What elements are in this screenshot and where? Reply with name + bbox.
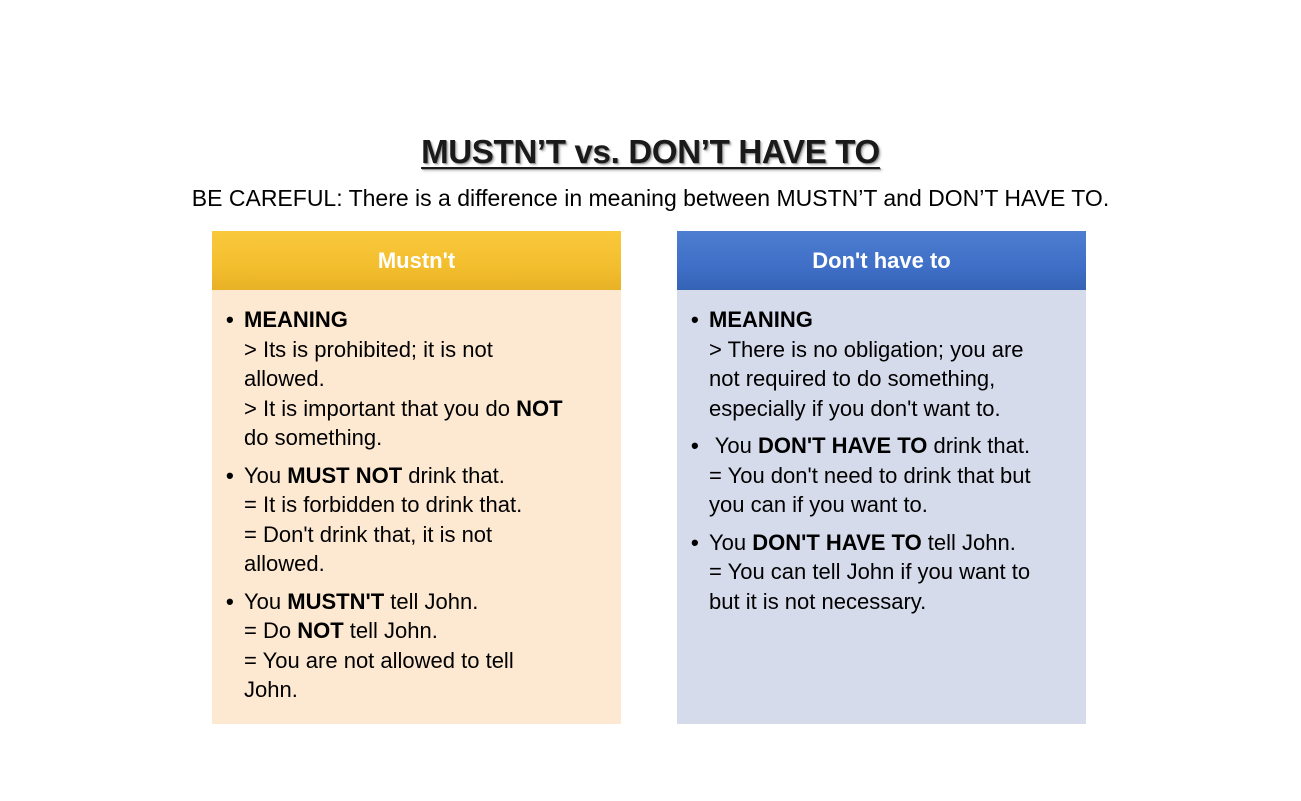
bullet-line xyxy=(244,646,605,676)
bullet-line xyxy=(244,423,605,453)
text: you can if you want to. xyxy=(709,492,928,517)
bullet-dot-icon: • xyxy=(691,529,699,555)
page-title: MUSTN’T vs. DON’T HAVE TO xyxy=(421,133,880,170)
bullet-dot-icon: • xyxy=(691,433,699,458)
text: > There is no obligation; you are xyxy=(709,336,1024,362)
bullet-line xyxy=(244,394,605,424)
text: = Do xyxy=(244,618,298,643)
bullet-item xyxy=(691,305,1070,423)
bullet-item xyxy=(691,431,1070,520)
text: drink that. xyxy=(402,462,505,488)
bullet-line xyxy=(244,616,605,646)
page-subtitle: BE CAREFUL: There is a difference in meaning between MUSTN’T and DON’T HAVE TO. xyxy=(191,185,1110,211)
bullet-line xyxy=(709,490,1070,520)
text: drink that. xyxy=(927,433,1031,458)
bold-text: NOT xyxy=(516,395,563,421)
bullet-dot-icon: • xyxy=(226,588,234,614)
text: = You are not allowed to tell xyxy=(244,647,514,673)
bullet-line xyxy=(244,364,605,394)
text: John. xyxy=(244,677,298,702)
text: = You can tell John if you want to xyxy=(709,559,1031,584)
bullet-line xyxy=(709,557,1070,587)
bullet-item xyxy=(226,587,605,705)
bullet-line xyxy=(709,587,1070,617)
bullet-line xyxy=(244,490,605,520)
dont-have-to-card xyxy=(677,231,1086,724)
bullet-line xyxy=(709,461,1070,491)
text: = You don't need to drink that but xyxy=(709,462,1031,488)
bullet-line xyxy=(244,305,605,335)
bold-text: NOT xyxy=(297,618,344,643)
bullet-dot-icon: • xyxy=(226,307,234,332)
bullet-line xyxy=(709,305,1070,335)
text: You xyxy=(244,462,288,488)
text: = Don't drink that, it is not xyxy=(244,521,493,547)
text: allowed. xyxy=(244,366,325,391)
bullet-line xyxy=(244,461,605,491)
text: > It is important that you do xyxy=(244,395,517,421)
text: but it is not necessary. xyxy=(709,588,927,614)
dont-have-to-card-body xyxy=(677,290,1086,616)
bullet-line xyxy=(244,549,605,579)
bold-text: MUST NOT xyxy=(287,462,403,488)
bullet-item xyxy=(226,305,605,453)
text: = It is forbidden to drink that. xyxy=(244,492,523,517)
bullet-line xyxy=(244,520,605,550)
bold-text: DON'T HAVE TO xyxy=(752,529,922,555)
text: not required to do something, xyxy=(709,366,996,391)
text: allowed. xyxy=(244,551,325,576)
text: You xyxy=(709,529,753,555)
text: tell John. xyxy=(921,529,1016,555)
bullet-line xyxy=(709,364,1070,394)
bold-text: MUSTN'T xyxy=(287,588,385,614)
bullet-line xyxy=(244,675,605,705)
bullet-dot-icon: • xyxy=(691,307,699,332)
mustnt-card xyxy=(212,231,621,724)
text: do something. xyxy=(244,425,383,450)
bold-text: MEANING xyxy=(709,307,813,332)
mustnt-card-header: Mustn't xyxy=(212,231,621,290)
bullet-item xyxy=(691,528,1070,617)
bullet-dot-icon: • xyxy=(226,462,234,488)
bullet-line xyxy=(709,431,1070,461)
mustnt-card-body xyxy=(212,290,621,705)
text: You xyxy=(244,588,288,614)
bullet-line xyxy=(709,394,1070,424)
text: especially if you don't want to. xyxy=(709,395,1001,421)
text: tell John. xyxy=(384,588,479,614)
bullet-line xyxy=(709,335,1070,365)
bullet-item xyxy=(226,461,605,579)
bullet-line xyxy=(709,528,1070,558)
text: tell John. xyxy=(343,618,438,643)
bold-text: MEANING xyxy=(244,307,348,332)
text: You xyxy=(709,433,758,458)
bold-text: DON'T HAVE TO xyxy=(757,433,928,458)
text: > Its is prohibited; it is not xyxy=(244,336,493,362)
bullet-line xyxy=(244,335,605,365)
bullet-line xyxy=(244,587,605,617)
dont-have-to-card-header: Don't have to xyxy=(677,231,1086,290)
